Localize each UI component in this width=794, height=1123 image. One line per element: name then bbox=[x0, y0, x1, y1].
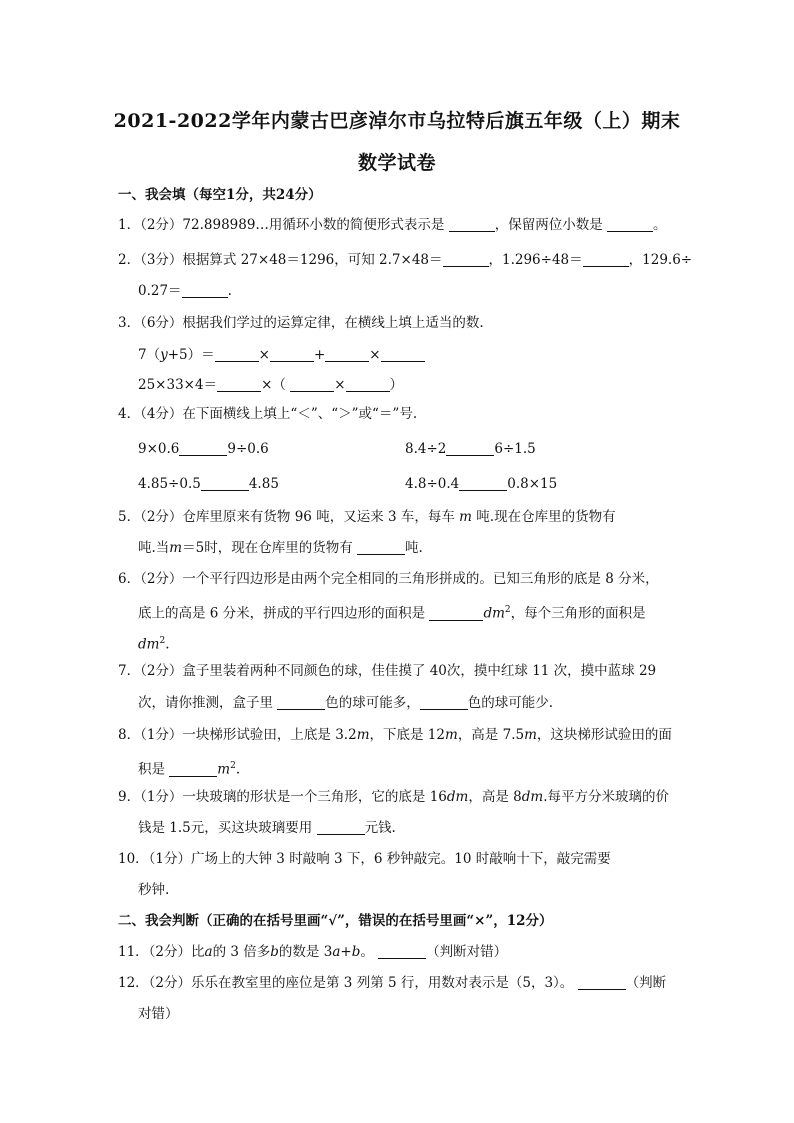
q5-text-b: 吨.现在仓库里的货物有 bbox=[476, 509, 616, 525]
q3-blank-2[interactable] bbox=[270, 347, 314, 362]
q1-text-a: 1．（2分）72.898989…用循环小数的简便形式表示是 bbox=[118, 217, 445, 233]
q2-text-d: 0.27＝ bbox=[138, 283, 182, 299]
question-5-cont bbox=[138, 539, 423, 557]
q8-text-d: ，这块梯形试验田的面 bbox=[536, 727, 672, 743]
q8-text-b: ，下底是 12 bbox=[369, 727, 445, 743]
q3-row-1 bbox=[138, 346, 425, 364]
q11-var-b: b bbox=[270, 944, 279, 960]
question-9 bbox=[118, 788, 669, 806]
q11-var-a-2: a bbox=[332, 944, 341, 960]
q9-text-e: 元钱. bbox=[364, 820, 396, 836]
q1-text-b: ，保留两位小数是 bbox=[494, 217, 603, 233]
q9-unit-2: dm bbox=[521, 789, 544, 805]
question-6-cont bbox=[138, 601, 646, 623]
question-2 bbox=[118, 251, 692, 269]
q8-unit-4: m bbox=[217, 761, 231, 778]
q4-blank-1[interactable] bbox=[179, 441, 227, 456]
q2-blank-3[interactable] bbox=[182, 283, 228, 298]
question-9-cont bbox=[138, 819, 396, 837]
q4-c1-right: 9÷0.6 bbox=[227, 441, 269, 457]
page-title: 2021-2022学年内蒙古巴彦淖尔市乌拉特后旗五年级（上）期末 bbox=[113, 110, 681, 132]
q8-text-c: ，高是 7.5 bbox=[457, 727, 525, 743]
q4-c3-right: 4.85 bbox=[248, 476, 279, 492]
q5-text-a: 5．（2分）仓库里原来有货物 96 吨，又运来 3 车，每车 bbox=[118, 509, 455, 525]
section-heading-fill: 一、我会填（每空1分，共24分） bbox=[118, 187, 322, 203]
q5-var-m: m bbox=[459, 509, 472, 525]
q3-blank-7[interactable] bbox=[346, 377, 390, 392]
q3-blank-3[interactable] bbox=[325, 347, 369, 362]
q4-c1-left: 9×0.6 bbox=[138, 441, 180, 457]
q6-unit-1: dm bbox=[483, 605, 505, 622]
q4-compare-3 bbox=[138, 475, 279, 493]
q2-text-b: ，1.296÷48＝ bbox=[488, 252, 583, 268]
q3-r2-close: ） bbox=[389, 377, 403, 393]
section-heading-judge: 二、我会判断（正确的在括号里画“√”，错误的在括号里画“×”，12分） bbox=[118, 913, 553, 929]
q7-blank-2[interactable] bbox=[420, 695, 468, 710]
q9-unit-1: dm bbox=[446, 789, 469, 805]
question-7: 7．（2分）盒子里装着两种不同颜色的球，佳佳摸了 40次，摸中红球 11 次，摸中蓝球 29 bbox=[118, 663, 657, 679]
q3-times-3: × bbox=[334, 377, 346, 393]
question-6: 6．（2分）一个平行四边形是由两个完全相同的三角形拼成的。已知三角形的底是 8 分米， bbox=[118, 571, 659, 587]
q6-sup-2: 2 bbox=[159, 636, 166, 646]
q11-text-a: 11．（2分）比 bbox=[118, 944, 205, 960]
q5-text-d: ＝5时，现在仓库里的货物有 bbox=[182, 540, 353, 556]
q7-text-b: 次，请你推测，盒子里 bbox=[138, 695, 273, 711]
q1-blank-1[interactable] bbox=[449, 217, 495, 232]
q4-blank-4[interactable] bbox=[459, 476, 507, 491]
q2-blank-1[interactable] bbox=[443, 252, 489, 267]
q9-blank-1[interactable] bbox=[317, 820, 365, 835]
question-1 bbox=[118, 216, 667, 234]
q4-blank-2[interactable] bbox=[446, 441, 494, 456]
q2-text-a: 2．（3分）根据算式 27×48＝1296，可知 2.7×48＝ bbox=[118, 252, 443, 268]
q11-var-b-2: b bbox=[351, 944, 361, 960]
q11-blank-1[interactable] bbox=[378, 944, 426, 959]
q11-text-c: 的数是 3 bbox=[278, 944, 333, 960]
q12-blank-1[interactable] bbox=[578, 975, 626, 990]
q4-compare-1 bbox=[138, 440, 269, 458]
q9-text-b: ，高是 8 bbox=[468, 789, 522, 805]
q8-sup: 2 bbox=[230, 761, 236, 771]
q3-blank-6[interactable] bbox=[290, 377, 334, 392]
q6-text-d: . bbox=[165, 636, 170, 653]
q4-compare-4 bbox=[405, 475, 557, 493]
question-8 bbox=[118, 726, 672, 744]
q1-blank-2[interactable] bbox=[607, 217, 653, 232]
question-2-cont bbox=[138, 282, 232, 300]
q7-text-c: 色的球可能多， bbox=[325, 695, 420, 711]
question-7-cont bbox=[138, 694, 553, 712]
q11-var-a: a bbox=[204, 944, 213, 960]
q3-times-1: × bbox=[258, 347, 270, 363]
question-4: 4．（4分）在下面横线上填上“＜”、“＞”或“＝”号. bbox=[118, 406, 418, 422]
q11-text-f: （判断对错） bbox=[426, 944, 508, 960]
question-12-cont: 对错） bbox=[138, 1006, 179, 1022]
q4-c2-right: 6÷1.5 bbox=[494, 441, 536, 457]
question-11 bbox=[118, 943, 507, 961]
question-12 bbox=[118, 974, 666, 992]
q8-unit-3: m bbox=[524, 727, 537, 743]
q3-r2-pre: 25×33×4＝ bbox=[138, 377, 218, 393]
question-8-cont bbox=[138, 757, 240, 779]
q4-c4-right: 0.8×15 bbox=[507, 476, 558, 492]
question-5 bbox=[118, 508, 616, 526]
q5-text-c: 吨.当 bbox=[138, 540, 170, 556]
q6-blank-1[interactable] bbox=[429, 606, 483, 621]
q6-unit-2: dm bbox=[138, 636, 160, 653]
q5-text-e: 吨. bbox=[405, 540, 423, 556]
page-subtitle: 数学试卷 bbox=[357, 152, 436, 174]
question-3: 3．（6分）根据我们学过的运算定律，在横线上填上适当的数. bbox=[118, 315, 484, 331]
q3-r1-pre: 7（ bbox=[138, 347, 161, 363]
q11-plus: + bbox=[340, 944, 352, 960]
q3-blank-1[interactable] bbox=[215, 347, 259, 362]
q3-var-y: y bbox=[160, 347, 168, 363]
q9-text-c: .每平方分米玻璃的价 bbox=[543, 789, 669, 805]
question-6-cont-2 bbox=[138, 632, 169, 654]
q2-text-e: . bbox=[227, 283, 232, 299]
q12-text-a: 12．（2分）乐乐在教室里的座位是第 3 列第 5 行，用数对表示是（5，3）。 bbox=[118, 975, 574, 991]
q2-text-c: ，129.6÷ bbox=[628, 252, 693, 268]
q6-text-b: 底上的高是 6 分米，拼成的平行四边形的面积是 bbox=[138, 605, 426, 622]
q8-text-f: . bbox=[235, 761, 241, 778]
q3-r2-open: ×（ bbox=[261, 377, 286, 393]
q1-text-c: 。 bbox=[653, 217, 667, 233]
q3-r1-post: +5）＝ bbox=[167, 347, 215, 363]
q8-unit-2: m bbox=[445, 727, 458, 743]
q4-compare-2 bbox=[405, 440, 536, 458]
q7-blank-1[interactable] bbox=[277, 695, 325, 710]
q4-c2-left: 8.4÷2 bbox=[405, 441, 447, 457]
q3-times-2: × bbox=[369, 347, 381, 363]
q7-text-d: 色的球可能少. bbox=[467, 695, 554, 711]
q8-text-a: 8．（1分）一块梯形试验田，上底是 3.2 bbox=[118, 727, 357, 743]
q2-blank-2[interactable] bbox=[583, 252, 629, 267]
q3-row-2 bbox=[138, 376, 403, 394]
q6-sup-1: 2 bbox=[504, 605, 511, 615]
q9-text-a: 9．（1分）一块玻璃的形状是一个三角形，它的底是 16 bbox=[118, 789, 447, 805]
q12-text-b: （判断 bbox=[625, 975, 667, 991]
q5-var-m-2: m bbox=[169, 540, 183, 556]
q4-c4-left: 4.8÷0.4 bbox=[405, 476, 460, 492]
question-10-cont: 秒钟. bbox=[138, 882, 170, 898]
q5-blank-1[interactable] bbox=[357, 540, 405, 555]
q6-text-c: ，每个三角形的面积是 bbox=[510, 605, 646, 622]
q9-text-d: 钱是 1.5元，买这块玻璃要用 bbox=[138, 820, 313, 836]
q3-plus: + bbox=[313, 347, 326, 363]
q11-text-b: 的 3 倍多 bbox=[212, 944, 271, 960]
question-10: 10．（1分）广场上的大钟 3 时敲响 3 下，6 秒钟敲完。10 时敲响十下，敲完需要 bbox=[118, 851, 611, 867]
q4-c3-left: 4.85÷0.5 bbox=[138, 476, 201, 492]
q8-blank-1[interactable] bbox=[169, 762, 217, 777]
q11-text-e: 。 bbox=[360, 944, 374, 960]
q3-blank-5[interactable] bbox=[217, 377, 261, 392]
q4-blank-3[interactable] bbox=[201, 476, 249, 491]
q8-text-e: 积是 bbox=[138, 761, 165, 778]
q3-blank-4[interactable] bbox=[381, 347, 425, 362]
q8-unit-1: m bbox=[356, 727, 370, 743]
